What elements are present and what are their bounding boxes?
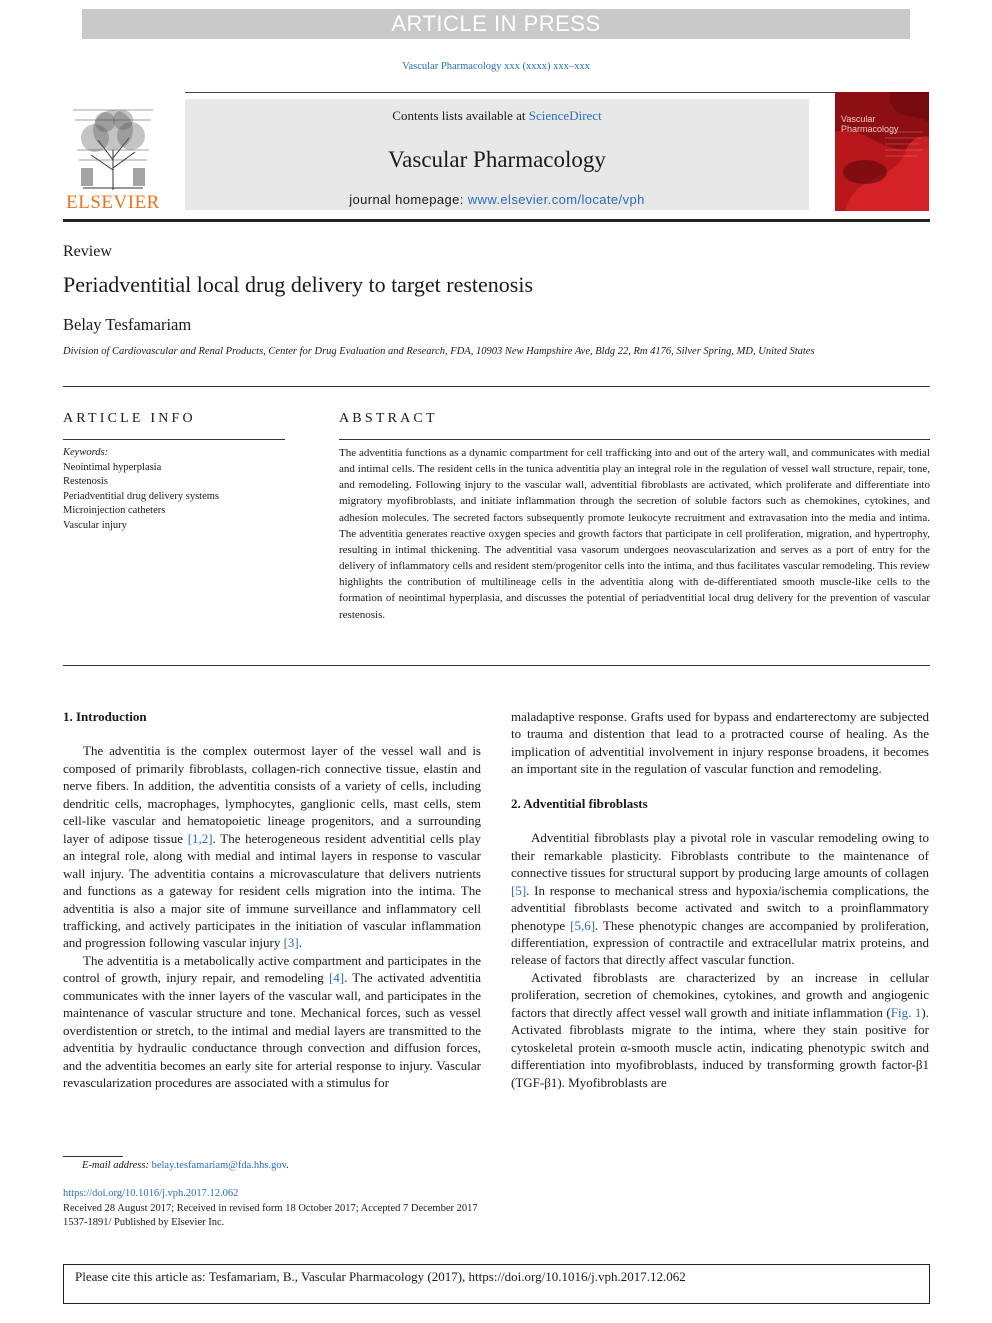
homepage-link[interactable]: www.elsevier.com/locate/vph — [467, 192, 645, 207]
email-label: E-mail address: — [82, 1160, 149, 1171]
article-in-press-banner: ARTICLE IN PRESS — [82, 9, 910, 39]
reference-link[interactable]: [5,6] — [570, 917, 596, 933]
keywords-label: Keywords: — [63, 447, 109, 458]
citation-text: Please cite this article as: Tesfamariam, B., Vascular Pharmacology (2017), https://doi.org/10.1016/j.vph.2017.12.062 — [75, 1269, 686, 1284]
cover-art-icon — [835, 92, 929, 211]
homepage-line — [185, 192, 809, 207]
journal-reference-link[interactable]: Vascular Pharmacology xxx (xxxx) xxx–xxx — [402, 61, 590, 72]
paragraph: maladaptive response. Grafts used for bypass and endarterectomy are subjected to trauma and distention that lead to a protracted course of healing. As the implication of adventitial involvement in injury response broadens, it becomes an important site in the regulation of vascular function and remodeling. — [511, 709, 929, 777]
sciencedirect-link[interactable]: ScienceDirect — [528, 108, 602, 123]
text-run: . These phenotypic changes are accompanied by proliferation, differentiation, expression of contractile and extracellular matrix proteins, and release of factors that directly affect vascular function. — [511, 917, 930, 968]
article-type: Review — [63, 243, 112, 260]
section-heading-introduction: 1. Introduction — [63, 709, 147, 724]
received-dates: Received 28 August 2017; Received in revised form 18 October 2017; Accepted 7 December 2017 — [63, 1203, 478, 1214]
abstract-heading: ABSTRACT — [339, 411, 438, 426]
author-affiliation: Division of Cardiovascular and Renal Products, Center for Drug Evaluation and Research, FDA, 10903 New Hampshire Ave, Bldg 22, Rm 4176, Silver Spring, MD, United States — [63, 346, 815, 357]
abstract-rule — [339, 439, 930, 440]
reference-link[interactable]: [4] — [328, 970, 345, 986]
citation-box — [63, 1264, 930, 1304]
body-column-right — [511, 708, 929, 1091]
author-name[interactable]: Belay Tesfamariam — [63, 315, 192, 334]
paragraph — [511, 969, 929, 1091]
keyword-item: Restenosis — [63, 476, 108, 488]
keyword-item: Periadventitial drug delivery systems — [63, 490, 220, 502]
article-info-heading: ARTICLE INFO — [63, 411, 196, 426]
keywords-block — [63, 446, 285, 534]
body-column-left — [63, 708, 481, 1092]
article-title: Periadventitial local drug delivery to target restenosis — [63, 272, 534, 297]
email-suffix: . — [286, 1160, 289, 1171]
paragraph — [511, 829, 929, 969]
email-link[interactable]: belay.tesfamariam@fda.hhs.gov — [151, 1160, 287, 1171]
cover-title: Vascular Pharmacology — [841, 114, 899, 134]
text-run: Activated fibroblasts are characterized by an increase in cellular proliferation, secretion of chemokines, cytokines, and growth and angiogenic factors that directly affect vessel wall growth and initiate inflammation ( — [511, 969, 929, 1020]
text-run: ). Activated fibroblasts migrate to the intima, where they stain positive for cytoskeletal protein α-smooth muscle actin, indicating phenotypic switch and differentiation into myofibroblasts, induced by transforming growth factor-β1 (TGF-β1). Myofibroblasts are — [511, 1004, 929, 1090]
paragraph — [63, 742, 481, 951]
doi-link[interactable] — [63, 1188, 238, 1199]
issn-line: 1537-1891/ Published by Elsevier Inc. — [63, 1217, 225, 1228]
section-heading-adventitial-fibroblasts: 2. Adventitial fibroblasts — [511, 795, 648, 811]
keyword-item: Microinjection catheters — [63, 505, 166, 517]
article-info-rule — [63, 439, 285, 440]
journal-reference[interactable] — [0, 61, 992, 72]
text-run: The adventitia is a metabolically active compartment and participates in the control of growth, injury repair, and remodeling — [63, 952, 481, 986]
text-run: . The activated adventitia communicates with the inner layers of the vascular wall, and participates in the maintenance of vascular structure and tone. Mechanical forces, such as vessel overdistention or stretch, to the intimal and medial layers are transmitted to the adventitia by hydraulic conductance through convection and diffusion forces, and the adventitia becomes an early site for arterial response to injury. Vascular revascularization procedures are associated with a stimulus for — [63, 970, 481, 1091]
text-run: The adventitia is the complex outermost layer of the vessel wall and is composed of primarily fibroblasts, collagen-rich connective tissue, elastin and nerve fibers. In addition, the adventitia consists of a variety of cells, including dendritic cells, macrophages, lymphocytes, ganglionic cells, mast cells, stem cell-like vascular and hematopoietic lineage progenitors, and a surrounding layer of adipose tissue — [63, 743, 481, 846]
abstract-end-rule — [63, 665, 930, 666]
doi-link-text[interactable]: https://doi.org/10.1016/j.vph.2017.12.062 — [63, 1188, 239, 1199]
contents-line — [185, 108, 809, 124]
paragraph — [63, 952, 481, 1092]
keyword-item: Vascular injury — [63, 519, 127, 531]
journal-title: Vascular Pharmacology — [388, 147, 606, 172]
abstract-text: The adventitia functions as a dynamic compartment for cell trafficking into and out of the artery wall, and communicates with medial and intimal cells. The resident cells in the tunica adventitia play an integral role in the regulation of vessel wall structure, repair, tone, and remodeling. Following injury to the vascular wall, adventitial fibroblasts are activated, which proliferate and differentiate into migratory myofibroblasts, and initiate inflammation through the secretion of soluble factors such as chemokines, cytokines, and adhesion molecules. The secreted factors subsequently promote leukocyte recruitment and extravasation into the media and intima. The adventitia generates reactive oxygen species and growth factors that participate in cell proliferation, migration, and hypertrophy, resulting in intimal thickening. The adventitial vasa vasorum undergoes neovascularization and serves as a port of entry for the delivery of inflammatory cells and resident stem/progenitor cells into the intima, and thus facilitates vascular remodeling. This review highlights the contribution of multilineage cells in the adventitia along with de-differentiated smooth muscle-like cells to the formation of neointimal hyperplasia, and discusses the potential of periadventitial local drug delivery for the prevention of vascular restenosis. — [339, 447, 930, 621]
reference-link[interactable]: [3] — [283, 935, 299, 951]
reference-link[interactable]: [5] — [511, 882, 527, 898]
elsevier-wordmark: ELSEVIER — [66, 192, 160, 213]
journal-masthead — [63, 92, 930, 222]
masthead-bottom-rule — [63, 219, 930, 222]
text-run: . The heterogeneous resident adventitial cells play an integral role, along with medial and intimal layers in response to vascular wall injury. The adventitia contains a microvasculature that delivers nutrients and functions as a gateway for resident cells migration into the intima. The adventitia is also a major site of immune surveillance and inflammatory cell trafficking, and actively participates in the initiation of vascular inflammation and progression following vascular injury — [63, 830, 481, 951]
text-run: Adventitial fibroblasts play a pivotal role in vascular remodeling owing to their remarkable plasticity. Fibroblasts contribute to the maintenance of connective tissues for structural support by producing large amounts of collagen — [511, 830, 929, 881]
journal-info-box — [185, 99, 809, 210]
homepage-prefix: journal homepage: — [349, 192, 468, 207]
header-rule — [63, 386, 930, 387]
tree-icon — [63, 100, 163, 195]
journal-cover-thumbnail[interactable] — [835, 92, 929, 211]
reference-link[interactable]: [1,2] — [187, 830, 213, 846]
email-footnote — [82, 1160, 289, 1171]
figure-link[interactable]: Fig. 1 — [890, 1004, 922, 1020]
contents-prefix: Contents lists available at — [392, 108, 529, 123]
footnote-rule — [63, 1156, 123, 1157]
text-run: . In response to mechanical stress and hypoxia/ischemia complications, the adventitial fibroblasts become activated and switch to a proinflammatory phenotype — [511, 882, 929, 933]
text-run: . — [298, 935, 303, 951]
masthead-top-rule — [185, 92, 838, 93]
keyword-item: Neointimal hyperplasia — [63, 461, 162, 473]
